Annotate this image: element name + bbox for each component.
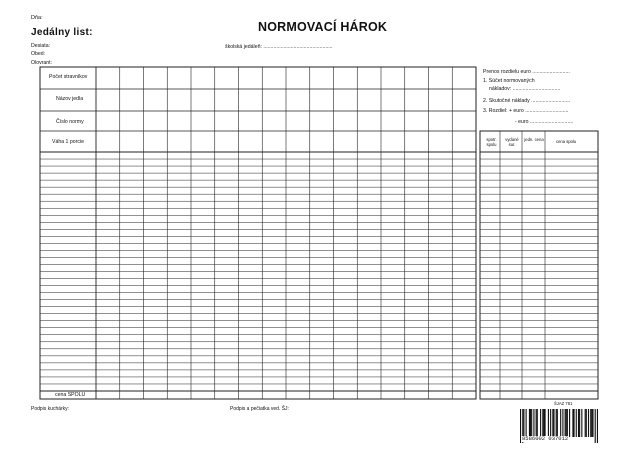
barcode-bar — [586, 409, 587, 437]
row-label-cislo: Číslo normy — [56, 119, 84, 125]
barcode-bar — [565, 409, 566, 437]
form-code: ŠJAZ 781 — [554, 401, 573, 406]
row-label-pocet: Počet stravníkov — [49, 74, 88, 80]
barcode-bar — [572, 409, 573, 437]
barcode-bar — [548, 409, 549, 437]
sucet-nakladov: nákladov: ................................. — [489, 86, 561, 92]
barcode-bar — [550, 409, 551, 437]
barcode-bar — [545, 409, 546, 437]
menu-list-heading: Jedálny list: — [31, 27, 93, 38]
barcode-bar — [562, 409, 563, 437]
prenos-rozdielu: Prenos rozdielu euro .......................... — [483, 69, 570, 75]
school-canteen-field: školská jedáleň: ................................................ — [225, 44, 333, 50]
barcode-bar — [553, 409, 554, 437]
meal-olovrant-label: Olovrant: — [31, 60, 53, 66]
barcode-bar — [552, 409, 553, 437]
barcode-bar — [595, 409, 596, 443]
barcode-bar — [579, 409, 580, 437]
barcode-bar — [569, 409, 570, 437]
sucet-normovanych: 1. Súčet normovaných — [483, 78, 535, 84]
signature-head-label: Podpis a pečiatka ved. ŠJ: — [230, 406, 289, 412]
col-header-jedn-cena: jedn. cena — [524, 137, 544, 142]
barcode-bar — [543, 409, 544, 437]
barcode-bar — [556, 409, 557, 437]
barcode-bar — [597, 409, 598, 443]
barcode-bar — [573, 409, 574, 437]
barcode-digits: 8586002 037012 — [522, 435, 569, 442]
barcode-bar — [588, 409, 589, 437]
col-header-vydane-sur: vydané sur. — [505, 137, 519, 148]
barcode-bar — [529, 409, 530, 437]
barcode-bar — [526, 409, 527, 437]
rozdiel-plus: 3. Rozdiel: + euro .............................. — [483, 108, 569, 114]
row-label-cena-spolu: cena SPOLU — [55, 392, 86, 398]
barcode-bar — [560, 409, 561, 437]
barcode-bar — [581, 409, 582, 437]
barcode-bar — [536, 409, 537, 437]
barcode-bar — [566, 409, 567, 437]
barcode-bar — [537, 409, 538, 437]
date-label: Dňa: — [31, 15, 43, 21]
barcode-bar — [585, 409, 586, 437]
meal-obed-label: Obed: — [31, 51, 46, 57]
barcode-bar — [540, 409, 541, 437]
signature-cook-label: Podpis kuchárky: — [31, 406, 70, 412]
col-header-cena-spolu: cena spolu — [556, 139, 577, 144]
rozdiel-minus: - euro .............................. — [515, 119, 574, 125]
barcode-bar — [576, 409, 577, 437]
meal-desiata-label: Desiata: — [31, 43, 51, 49]
barcode-icon — [519, 409, 599, 450]
page-title: NORMOVACÍ HÁROK — [258, 20, 388, 34]
barcode-bar — [523, 409, 524, 437]
row-label-vaha: Váha 1 porcie — [52, 139, 85, 145]
barcode-bar — [592, 409, 593, 437]
skutocne-naklady: 2. Skutočné náklady ........................... — [483, 98, 571, 104]
barcode-bar — [530, 409, 531, 437]
barcode-bar — [590, 409, 591, 437]
barcode-bar — [557, 409, 558, 437]
barcode-bar — [542, 409, 543, 437]
row-label-nazov: Názov jedla — [56, 96, 84, 102]
barcode-bar — [531, 409, 532, 437]
barcode-bar — [578, 409, 579, 437]
barcode-bar — [591, 409, 592, 437]
barcode-bar — [567, 409, 568, 437]
col-header-spotr-spolu: spotr. spolu — [486, 137, 497, 148]
barcode-bar — [533, 409, 534, 437]
